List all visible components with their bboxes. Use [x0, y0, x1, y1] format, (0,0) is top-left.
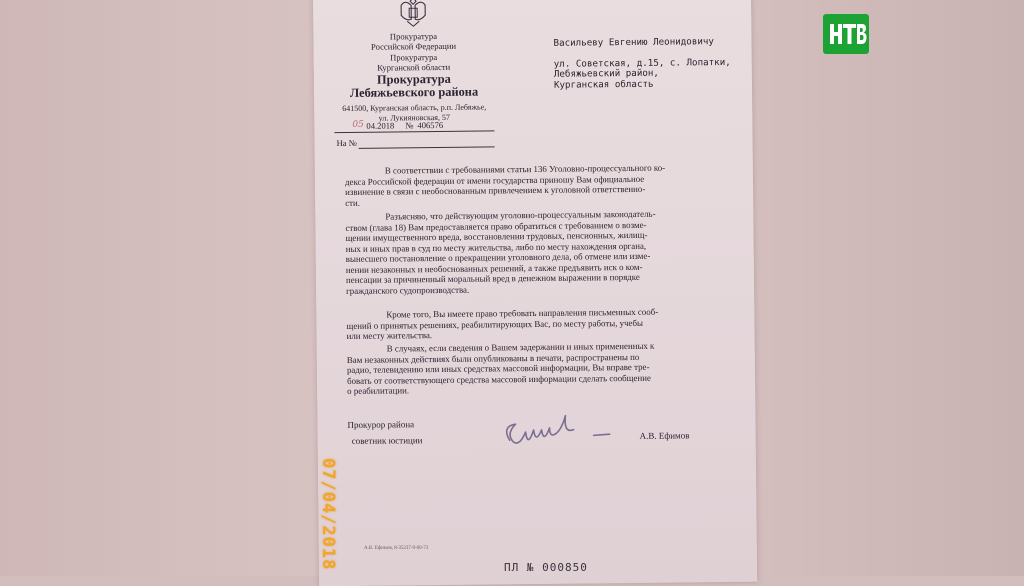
ntv-logo — [823, 14, 869, 54]
handwritten-signature — [495, 409, 626, 460]
text-line: пенсации за причиненный моральный вред в денежном выражении в порядке — [345, 271, 640, 285]
executor-footnote: А.В. Ефимов, 8-35237-9-00-73 — [364, 546, 429, 551]
number-label: № — [405, 120, 414, 131]
signatory-name: А.В. Ефимов — [639, 430, 690, 441]
postal-line: ул. Лукияновская, 57 — [378, 113, 450, 124]
text-line: В случаях, если сведения о Вашем задержании и иных примененных к — [386, 340, 655, 354]
org-line: Прокуратура — [390, 51, 438, 63]
paragraph-rights — [345, 208, 724, 296]
text-line: щении имущественного вреда, восстановлении трудовых, пенсионных, жилищ- — [345, 229, 648, 243]
text-line: щений о принятых решениях, реабилитирующих Вас, по месту работы, учебы — [346, 317, 643, 331]
text-line: сти. — [345, 197, 361, 208]
form-serial-number: ПЛ № 000850 — [504, 561, 588, 574]
letter-sheet — [313, 0, 757, 586]
text-line: Разъясняю, что действующим уголовно-процессуальным законодатель- — [385, 208, 656, 222]
text-line: ных и иных прав в суд по месту жительства, либо по месту нахождения органа, — [345, 240, 647, 254]
date-number-line — [334, 130, 494, 133]
text-line: вынесшего постановление о прекращении уголовного дела, об отмене или изме- — [345, 250, 651, 264]
text-line: нении незаконных и необоснованных решений, а также предъявить иск о ком- — [345, 261, 643, 275]
recipient-line: Курганская область — [553, 78, 654, 91]
signatory-rank: советник юстиции — [351, 435, 423, 446]
text-line: гражданского судопроизводства. — [346, 284, 470, 296]
signatory-title: Прокурор района — [347, 419, 415, 430]
text-line: о реабилитации. — [347, 385, 410, 396]
paragraph-media — [347, 340, 726, 396]
text-line: Кроме того, Вы имеете право требовать направления письменных сооб- — [386, 306, 659, 320]
recipient-address — [553, 37, 731, 91]
date-printed: 04.2018 — [366, 120, 395, 131]
date-handwritten: 05 — [352, 119, 364, 130]
office-name-line: Прокуратура — [376, 71, 451, 87]
ref-line — [359, 146, 495, 148]
text-line: извинение в связи с необоснованным привлечением к уголовной ответственно- — [345, 183, 646, 197]
photo-date-stamp: 07/04/2018 — [318, 458, 338, 571]
office-name-line: Лебяжьевского района — [349, 84, 479, 100]
text-line: декса Российской федерации от имени государства приношу Вам официальное — [344, 173, 645, 187]
text-line: В соответствии с требованиями статьи 136 Уголовно-процессуального ко- — [384, 162, 666, 176]
office-name — [334, 72, 494, 100]
text-line: бовать от соответствующего средства массовой информации сделать сообщение — [346, 372, 651, 386]
text-line: ством (глава 18) Вам предоставляется право обратиться с требованием о возме- — [345, 219, 647, 233]
text-line: или месту жительства. — [346, 330, 433, 341]
org-line: Курганской области — [377, 62, 451, 73]
org-line: Российской Федерации — [370, 41, 457, 53]
ntv-logo-icon — [823, 14, 869, 54]
text-line: Вам незаконных действиях были опубликованы в печати, распространены по — [346, 351, 640, 365]
coat-of-arms-icon — [395, 0, 431, 29]
recipient-line: Лебяжьевский район, — [553, 67, 660, 80]
postal-line: 641500, Курганская область, р.п. Лебяжье, — [342, 102, 487, 113]
text-line: радио, телевидению или иных средствах массовой информации, Вы вправе тре- — [346, 361, 650, 375]
paragraph-notifications — [346, 306, 724, 341]
org-line: Прокуратура — [389, 30, 438, 42]
recipient-line: Васильеву Евгению Леонидовичу — [553, 36, 714, 49]
ref-label: На № — [336, 137, 357, 149]
recipient-line: ул. Советская, д.15, с. Лопатки, — [553, 56, 731, 70]
letterhead-org — [333, 30, 493, 73]
paragraph-apology — [345, 162, 723, 208]
letter-number: 406576 — [417, 119, 444, 131]
